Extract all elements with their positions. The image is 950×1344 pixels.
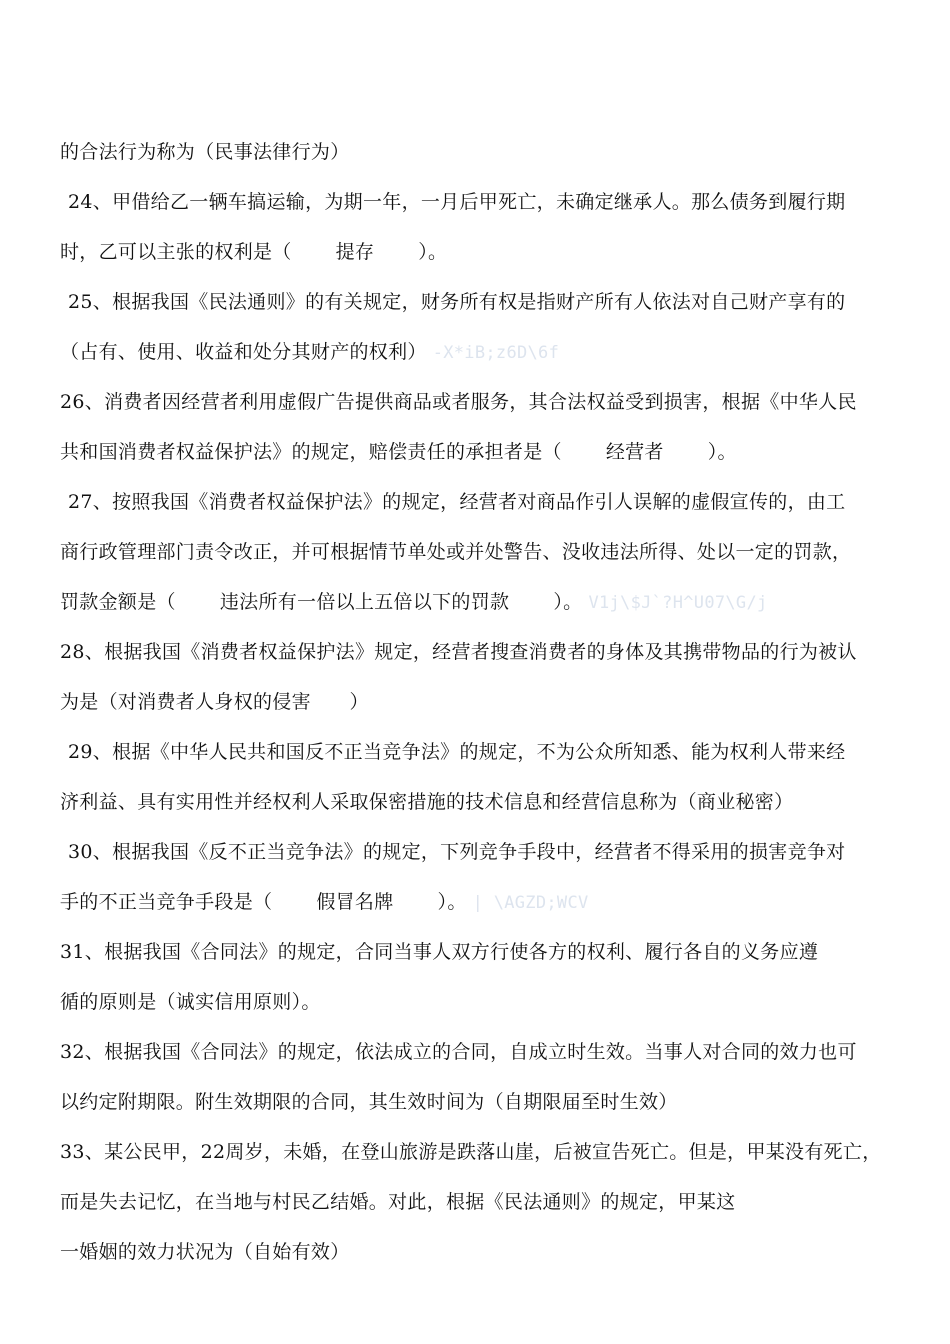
text-line [60,239,447,265]
question-24: 24、甲借给乙一辆车搞运输，为期一年，一月后甲死亡，未确定继承人。那么债务到履行期 [68,191,846,213]
line-text: （占有、使用、收益和处分其财产的权利） [60,341,427,363]
question-32: 32、根据我国《合同法》的规定，依法成立的合同，自成立时生效。当事人对合同的效力也可 [60,1041,857,1063]
question-29: 29、根据《中华人民共和国反不正当竞争法》的规定，不为公众所知悉、能为权利人带来经 [68,741,846,763]
line-text: 共和国消费者权益保护法》的规定，赔偿责任的承担者是（ [60,441,562,463]
text-line: 以约定附期限。附生效期限的合同，其生效时间为（自期限届至时生效） [60,1091,678,1113]
line-text: ）。 [553,591,583,613]
line-text: ）。 [707,441,737,463]
answer-text: 违法所有一倍以上五倍以下的罚款 [219,591,510,613]
question-27: 27、按照我国《消费者权益保护法》的规定，经营者对商品作引人误解的虚假宣传的，由工 [68,491,846,513]
question-25: 25、根据我国《民法通则》的有关规定，财务所有权是指财产所有人依法对自己财产享有的 [68,291,846,313]
text-line: 而是失去记忆，在当地与村民乙结婚。对此，根据《民法通则》的规定，甲某这 [60,1191,736,1213]
line-text: 手的不正当竞争手段是（ [60,891,273,913]
question-30: 30、根据我国《反不正当竞争法》的规定，下列竞争手段中，经营者不得采用的损害竞争对 [68,841,846,863]
text-line: 商行政管理部门责令改正，并可根据情节单处或并处警告、没收违法所得、处以一定的罚款， [60,541,852,563]
question-28: 28、根据我国《消费者权益保护法》规定，经营者搜查消费者的身体及其携带物品的行为被认 [60,641,857,663]
text-line [60,589,768,616]
text-line [60,889,589,916]
faint-watermark-text: | \AGZD;WCV [472,893,589,913]
text-line: 的合法行为称为（民事法律行为） [60,141,350,163]
line-text: 罚款金额是（ [60,591,176,613]
line-text: ）。 [418,241,448,263]
faint-watermark-text: V1j\$J`?H^U07\G/j [588,593,768,613]
question-31: 31、根据我国《合同法》的规定，合同当事人双方行使各方的权利、履行各自的义务应遵 [60,941,819,963]
line-text: ）。 [437,891,467,913]
answer-text: 提存 [335,241,375,263]
line-text: 时，乙可以主张的权利是（ [60,241,292,263]
answer-text: 假冒名牌 [316,891,394,913]
faint-watermark-text: -X*iB;z6D\6f [432,343,560,363]
text-line: 循的原则是（诚实信用原则）。 [60,991,321,1013]
text-line: 一婚姻的效力状况为（自始有效） [60,1241,350,1263]
text-line: 济利益、具有实用性并经权利人采取保密措施的技术信息和经营信息称为（商业秘密） [60,791,794,813]
answer-text: 经营者 [605,441,664,463]
text-line: 为是（对消费者人身权的侵害 ） [60,691,369,713]
question-33: 33、某公民甲，22周岁，未婚，在登山旅游是跌落山崖，后被宣告死亡。但是，甲某没有死亡， [60,1141,882,1163]
text-line [60,339,559,366]
question-26: 26、消费者因经营者利用虚假广告提供商品或者服务，其合法权益受到损害，根据《中华人民 [60,391,857,413]
text-line [60,439,737,465]
